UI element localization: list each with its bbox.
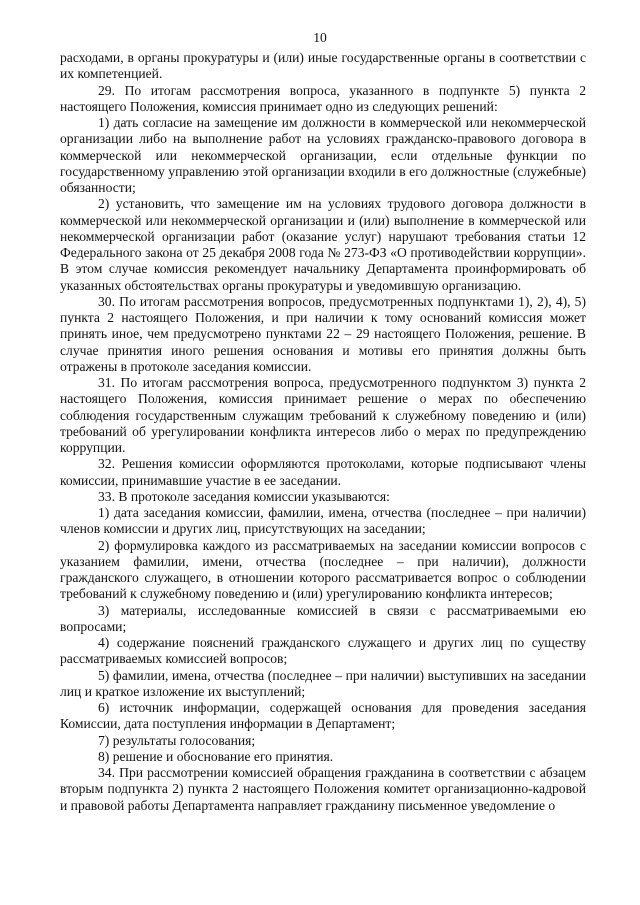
paragraph-clause-33-item-5: 5) фамилии, имена, отчества (последнее – при наличии) выступивших на заседании лиц и краткое изложение их выступлений; (60, 667, 586, 699)
paragraph-clause-33-item-6: 6) источник информации, содержащей основания для проведения заседания Комиссии, дата поступления информации в Департамент; (60, 700, 586, 732)
paragraph-clause-33: 33. В протоколе заседания комиссии указываются: (98, 488, 390, 504)
paragraph-clause-31: 31. По итогам рассмотрения вопроса, предусмотренного подпунктом 3) пункта 2 настоящего Положения, комиссия принимает решение о мерах по обеспечению соблюдения государственным служащим требований к служебному поведению и (или) требований об урегулировании конфликта интересов либо о мерах по предупреждению коррупции. (60, 375, 586, 455)
paragraph-clause-33-item-8: 8) решение и обоснование его принятия. (98, 748, 334, 764)
paragraph-clause-33-item-1: 1) дата заседания комиссии, фамилии, имена, отчества (последнее – при наличии) членов комиссии и других лиц, присутствующих на заседании; (60, 505, 586, 537)
paragraph-clause-33-item-7: 7) результаты голосования; (98, 732, 256, 748)
paragraph-clause-33-item-4: 4) содержание пояснений гражданского служащего и других лиц по существу рассматриваемых комиссией вопросов; (60, 635, 586, 667)
paragraph-clause-29-item-1: 1) дать согласие на замещение им должности в коммерческой или некоммерческой организации либо на выполнение работ на условиях гражданско-правового договора в коммерческой или некоммерческой организации, если отдельные функции по государственному управлению этой организации входили в его должностные (служебные) обязанности; (60, 115, 586, 195)
page-number: 10 (313, 30, 327, 45)
paragraph-clause-29-item-2: 2) установить, что замещение им на условиях трудового договора должности в коммерческой или некоммерческой организации и (или) выполнение в коммерческой или некоммерческой организации работ (оказание услуг) нарушают требования статьи 12 Федерального закона от 25 декабря 2008 года № 273-ФЗ «О противодействии коррупции». В этом случае комиссия рекомендует начальнику Департамента проинформировать об указанных обстоятельствах органы прокуратуры и уведомившую организацию. (60, 196, 586, 293)
paragraph-clause-29: 29. По итогам рассмотрения вопроса, указанного в подпункте 5) пункта 2 настоящего Положения, комиссия принимает одно из следующих решений: (60, 82, 586, 114)
paragraph-clause-34: 34. При рассмотрении комиссией обращения гражданина в соответствии с абзацем вторым подпункта 2) пункта 2 настоящего Положения комитет организационно-кадровой и правовой работы Департамента направляет гражданину письменное уведомление о (60, 765, 586, 813)
paragraph-clause-33-item-3: 3) материалы, исследованные комиссией в связи с рассматриваемыми ею вопросами; (60, 602, 586, 634)
paragraph-clause-30: 30. По итогам рассмотрения вопросов, предусмотренных подпунктами 1), 2), 4), 5) пункта 2 настоящего Положения, и при наличии к тому оснований комиссия может принять иное, чем предусмотрено пунктами 22 – 29 настоящего Положения, решение. В случае принятия иного решения основания и мотивы его принятия должны быть отражены в протоколе заседания комиссии. (60, 293, 586, 374)
paragraph-continuation: расходами, в органы прокуратуры и (или) иные государственные органы в соответствии с их компетенцией. (60, 50, 586, 82)
paragraph-clause-32: 32. Решения комиссии оформляются протоколами, которые подписывают члены комиссии, принимавшие участие в ее заседании. (60, 456, 586, 488)
document-body (60, 50, 586, 814)
paragraph-clause-33-item-2: 2) формулировка каждого из рассматриваемых на заседании комиссии вопросов с указанием фамилии, имени, отчества (последнее – при наличии), должности гражданского служащего, в отношении которого рассматривается вопрос о соблюдении требований к служебному поведению и (или) урегулированию конфликта интересов; (60, 537, 586, 602)
